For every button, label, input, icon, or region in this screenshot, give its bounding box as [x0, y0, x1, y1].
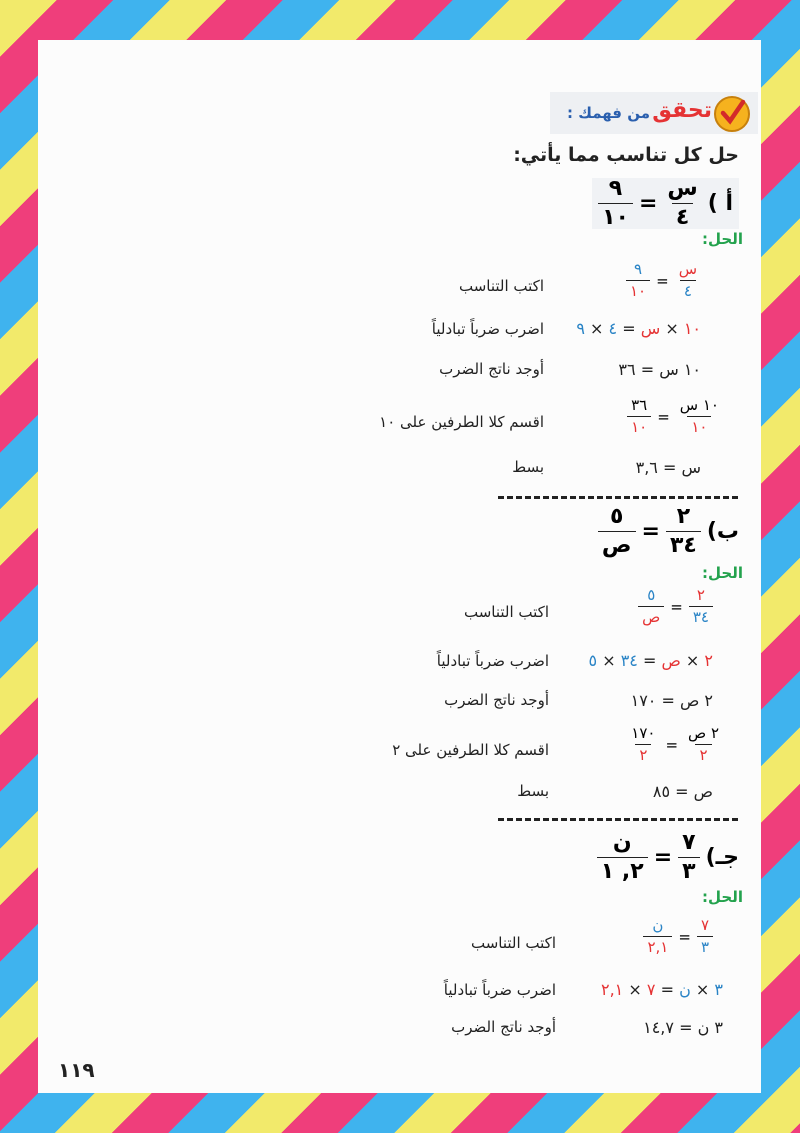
part-a-left-fraction: $\frac{\text{س}}{٤}$ — [667, 176, 698, 230]
part-b-step3-label: أوجد ناتج الضرب — [444, 691, 549, 709]
part-b-step1-eq: $\frac{٢}{٣٤}$ = $\frac{٥}{\text{ص}}$ — [638, 588, 713, 625]
title-tail: من فهمك : — [567, 104, 650, 122]
part-c-problem: جـ) $\frac{٧}{٣}$ = $\frac{\text{ن}}{٢, ١}$ — [597, 832, 739, 883]
part-a-step1-eq: $\frac{\text{س}}{٤}$ = $\frac{٩}{١٠}$ — [626, 262, 701, 299]
part-c-step2-label: اضرب ضرباً تبادلياً — [443, 981, 556, 999]
part-a-step4-eq: $\frac{\text{١٠ س}}{١٠}$ = $\frac{٣٦}{١٠}$ — [627, 398, 723, 435]
part-c-step2-eq: ٣ × ن = ٧ × ٢,١ — [601, 980, 723, 999]
part-b-left-fraction: $\frac{٢}{٣٤}$ — [666, 506, 701, 557]
part-c-left-fraction: $\frac{٧}{٣}$ — [678, 832, 699, 883]
part-c-step3-eq: ٣ ن = ١٤,٧ — [643, 1018, 723, 1037]
page-number: ١١٩ — [58, 1058, 95, 1082]
part-a-step1-label: اكتب التناسب — [459, 277, 544, 295]
divider — [498, 496, 738, 499]
part-a-step2-eq: ١٠ × س = ٤ × ٩ — [576, 319, 701, 338]
checkmark-icon — [714, 96, 750, 132]
part-a-step4-label: اقسم كلا الطرفين على ١٠ — [379, 413, 544, 431]
part-b-label: ب) — [706, 519, 739, 544]
title-badge — [550, 92, 758, 134]
part-b-step4-eq: $\frac{\text{٢ ص}}{٢}$ = $\frac{١٧٠}{٢}$ — [631, 724, 719, 764]
solution-label-a: الحل: — [702, 230, 743, 248]
part-b-right-fraction: $\frac{٥}{\text{ص}}$ — [598, 506, 636, 557]
part-b-step3-eq: ٢ ص = ١٧٠ — [630, 691, 713, 710]
part-c-right-fraction: $\frac{\text{ن}}{٢, ١}$ — [597, 832, 648, 883]
part-b-step2-eq: ٢ × ص = ٣٤ × ٥ — [588, 651, 713, 670]
instruction: حل كل تناسب مما يأتي: — [513, 144, 739, 166]
page — [38, 40, 761, 1093]
part-b-step2-label: اضرب ضرباً تبادلياً — [436, 652, 549, 670]
part-b-problem: ب) $\frac{٢}{٣٤}$ = $\frac{٥}{\text{ص}}$ — [598, 506, 739, 557]
part-b-step5-eq: ص = ٨٥ — [652, 782, 713, 801]
part-b-step1-label: اكتب التناسب — [464, 603, 549, 621]
part-c-step1-eq: $\frac{٧}{٣}$ = $\frac{\text{ن}}{٢,١}$ — [643, 918, 713, 955]
solution-label-c: الحل: — [702, 888, 743, 906]
part-a-problem: أ ) $\frac{\text{س}}{٤}$ = $\frac{٩}{١٠}$ — [592, 178, 739, 229]
part-a-right-fraction: $\frac{٩}{١٠}$ — [598, 178, 633, 229]
part-a-step3-eq: ١٠ س = ٣٦ — [618, 360, 701, 379]
part-a-step5-eq: س = ٣,٦ — [635, 458, 701, 477]
part-b-step5-label: بسط — [517, 782, 549, 800]
part-a-step2-label: اضرب ضرباً تبادلياً — [431, 320, 544, 338]
divider — [498, 818, 738, 821]
part-a-step3-label: أوجد ناتج الضرب — [439, 360, 544, 378]
part-c-label: جـ) — [705, 845, 739, 870]
part-c-step1-label: اكتب التناسب — [471, 934, 556, 952]
part-a-step5-label: بسط — [512, 458, 544, 476]
solution-label-b: الحل: — [702, 564, 743, 582]
title-word: تحقق — [652, 98, 712, 123]
part-c-step3-label: أوجد ناتج الضرب — [451, 1018, 556, 1036]
part-a-label: أ ) — [707, 191, 733, 216]
part-b-step4-label: اقسم كلا الطرفين على ٢ — [392, 741, 549, 759]
